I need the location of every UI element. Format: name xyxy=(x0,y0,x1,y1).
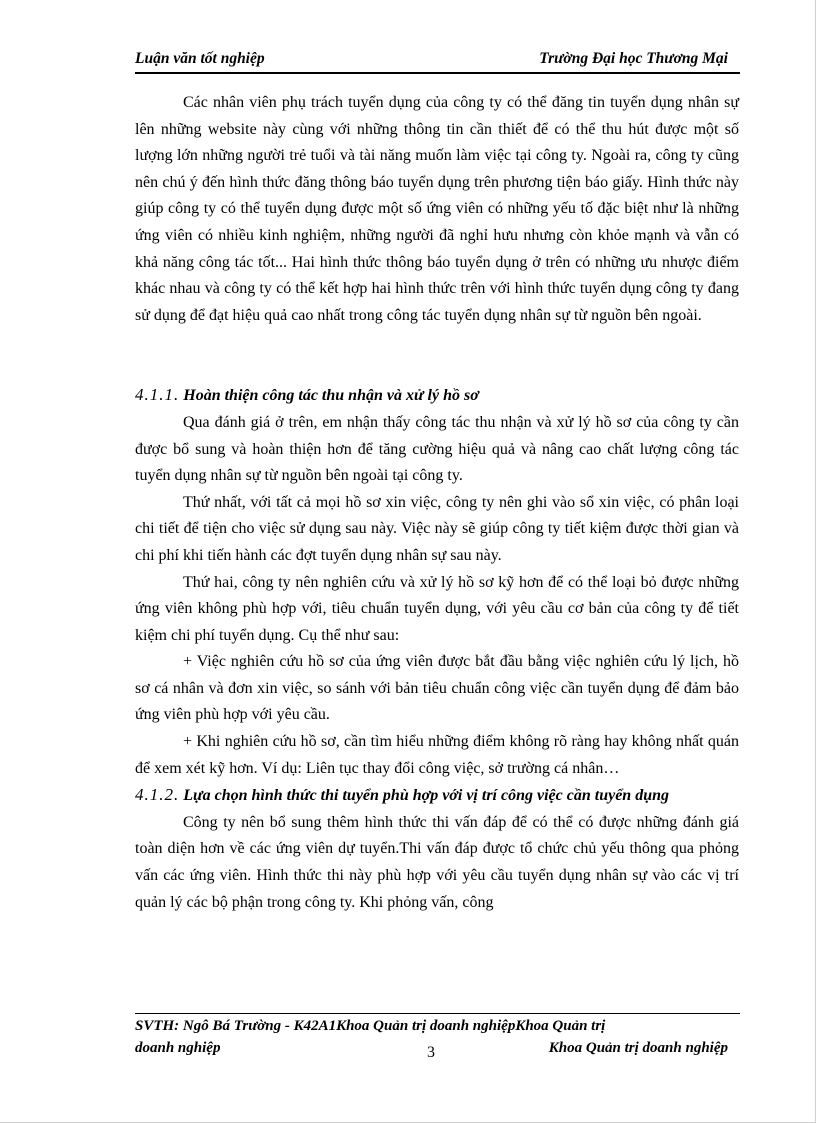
body-paragraph: + Việc nghiên cứu hồ sơ của ứng viên được bắt đầu bằng việc nghiên cứu lý lịch, hồ sơ cá nhân và đơn xin việc, so sánh với bản tiêu chuẩn công việc cần tuyển dụng để đảm bảo ứng viên phù hợp với yêu cầu. xyxy=(135,653,739,724)
body-paragraph: Các nhân viên phụ trách tuyển dụng của công ty có thể đăng tin tuyển dụng nhân sự lên những website này cùng với những thông tin cần thiết để có thể thu hút được một số lượng lớn những người trẻ tuổi và tài năng muốn làm việc tại công ty. Ngoài ra, công ty cũng nên chú ý đến hình thức đăng thông báo tuyển dụng trên phương tiện báo giấy. Hình thức này giúp công ty có thể tuyển dụng được một số ứng viên có những yếu tố đặc biệt như là những ứng viên có nhiều kinh nghiệm, những người đã nghỉ hưu nhưng còn khỏe mạnh và vẫn có khả năng công tác tốt... Hai hình thức thông báo tuyển dụng ở trên có những ưu nhược điểm khác nhau và công ty có thể kết hợp hai hình thức trên với hình thức tuyển dụng công ty đang sử dụng để đạt hiệu quả cao nhất trong công tác tuyển dụng nhân sự từ nguồn bên ngoài. xyxy=(135,94,739,324)
page-footer xyxy=(135,1013,740,1061)
body-paragraph: Thứ nhất, với tất cả mọi hồ sơ xin việc, công ty nên ghi vào sổ xin việc, có phân loại chi tiết để tiện cho việc sử dụng sau này. Việc này sẽ giúp công ty tiết kiệm được thời gian và chi phí khi tiến hành các đợt tuyển dụng nhân sự sau này. xyxy=(135,493,739,564)
body-paragraph: Công ty nên bổ sung thêm hình thức thi vấn đáp để có thể có được những đánh giá toàn diện hơn về các ứng viên dự tuyển.Thi vấn đáp được tổ chức chủ yếu thông qua phỏng vấn các ứng viên. Hình thức thi này phù hợp với yêu cầu tuyển dụng nhân sự vào các vị trí quản lý các bộ phận trong công ty. Khi phỏng vấn, công xyxy=(135,813,739,911)
header-right-title: Trường Đại học Thương Mại xyxy=(539,50,728,67)
body-paragraph: Qua đánh giá ở trên, em nhận thấy công tác thu nhận và xử lý hồ sơ của công ty cần được bổ sung và hoàn thiện hơn để tăng cường hiệu quả và nâng cao chất lượng công tác tuyển dụng nhân sự từ nguồn bên ngoài tại công ty. xyxy=(135,413,739,485)
spacer xyxy=(135,329,739,382)
page-body xyxy=(135,90,739,916)
footer-department-left: doanh nghiệp xyxy=(135,1040,221,1056)
section-heading-4-1-1 xyxy=(135,382,739,410)
footer-author-line: SVTH: Ngô Bá Trường - K42A1Khoa Quản trị doanh nghiệpKhoa Quản trị xyxy=(135,1018,606,1034)
page-header xyxy=(135,46,740,74)
section-title: Lựa chọn hình thức thi tuyển phù hợp với vị trí công việc cần tuyển dụng xyxy=(183,787,669,805)
page-number: 3 xyxy=(427,1044,435,1061)
header-left-title: Luận văn tốt nghiệp xyxy=(135,50,265,67)
section-number: 4.1.2. xyxy=(135,785,180,805)
body-paragraph: + Khi nghiên cứu hồ sơ, cần tìm hiểu những điểm không rõ ràng hay không nhất quán để xem xét kỹ hơn. Ví dụ: Liên tục thay đổi công việc, sở trường cá nhân… xyxy=(135,733,739,777)
footer-department-right: Khoa Quản trị doanh nghiệp xyxy=(548,1040,728,1056)
section-heading-4-1-2 xyxy=(135,782,739,810)
body-paragraph: Thứ hai, công ty nên nghiên cứu và xử lý hồ sơ kỹ hơn để có thể loại bỏ được những ứng viên không phù hợp với, tiêu chuẩn tuyển dụng, với yêu cầu cơ bản của công ty để tiết kiệm chi phí tuyển dụng. Cụ thể như sau: xyxy=(135,573,739,644)
section-number: 4.1.1. xyxy=(135,385,180,405)
section-title: Hoàn thiện công tác thu nhận và xử lý hồ sơ xyxy=(183,387,479,405)
